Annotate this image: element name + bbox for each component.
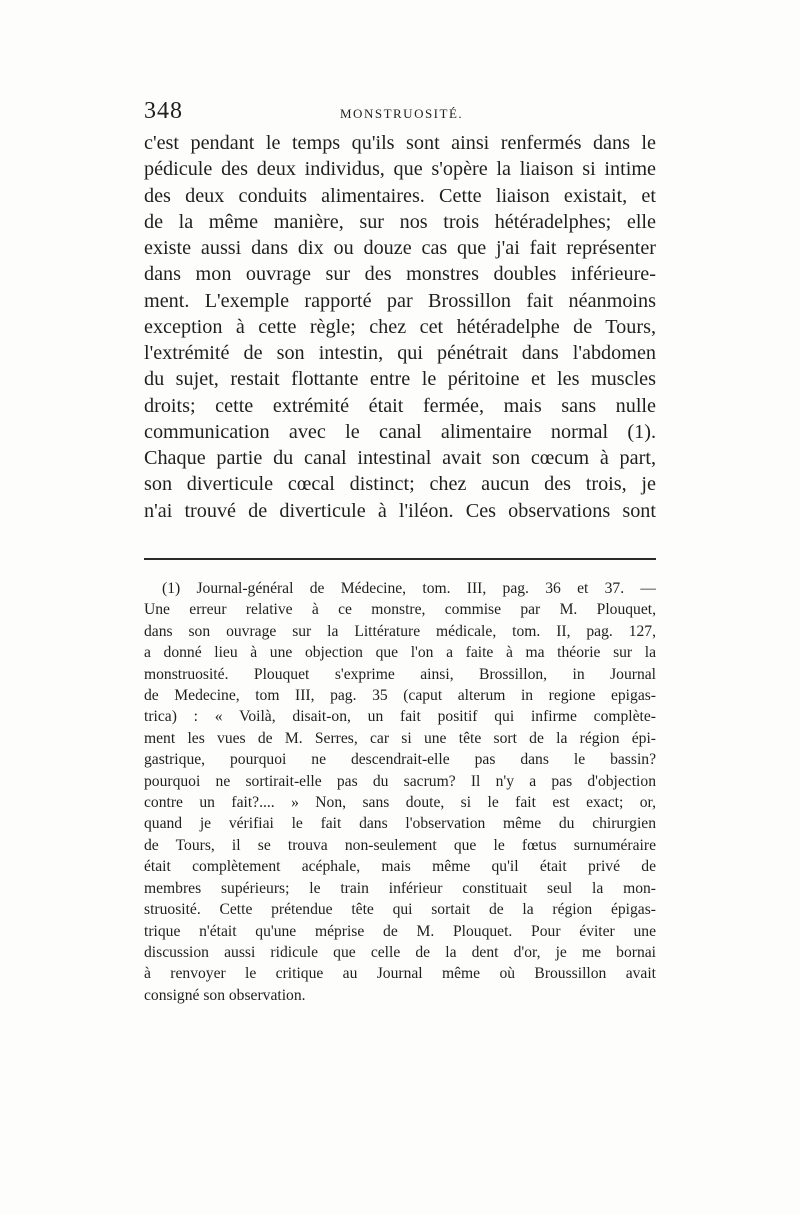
page-number: 348 <box>144 98 183 124</box>
body-line: ment. L'exemple rapporté par Brossillon fait néanmoins <box>144 289 656 312</box>
footnote-line: à renvoyer le critique au Journal même où Broussillon avait <box>144 965 656 983</box>
footnote-line: pourquoi ne sortirait-elle pas du sacrum? Il n'y a pas d'objection <box>144 772 656 790</box>
body-line: des deux conduits alimentaires. Cette liaison existait, et <box>144 184 656 207</box>
body-line: c'est pendant le temps qu'ils sont ainsi renfermés dans le <box>144 132 656 154</box>
footnote-line: monstruosité. Plouquet s'exprime ainsi, Brossillon, in Journal <box>144 665 656 683</box>
footnote-line: contre un fait?.... » Non, sans doute, si le fait est exact; or, <box>144 794 656 812</box>
body-line: exception à cette règle; chez cet hétéradelphe de Tours, <box>144 315 656 338</box>
page-header <box>144 98 664 128</box>
main-text <box>144 130 656 524</box>
footnote-separator <box>144 558 656 560</box>
body-line: de la même manière, sur nos trois hétéradelphes; elle <box>144 210 656 233</box>
footnote-line: discussion aussi ridicule que celle de la dent d'or, je me bornai <box>144 943 656 961</box>
footnote-line: consigné son observation. <box>144 986 306 1004</box>
footnote-line: trique n'était qu'une méprise de M. Plouquet. Pour éviter une <box>144 922 656 940</box>
footnote-line: Une erreur relative à ce monstre, commise par M. Plouquet, <box>144 601 656 619</box>
footnote-line: de Medecine, tom III, pag. 35 (caput alterum in regione epigas- <box>144 687 656 705</box>
body-line: n'ai trouvé de diverticule à l'iléon. Ces observations sont <box>144 499 656 522</box>
footnote-line: ment les vues de M. Serres, car si une tête sort de la région épi- <box>144 729 656 747</box>
footnote-line: trica) : « Voilà, disait-on, un fait positif qui infirme complète- <box>144 708 656 726</box>
body-line: du sujet, restait flottante entre le péritoine et les muscles <box>144 368 656 391</box>
body-line: communication avec le canal alimentaire normal (1). <box>144 420 656 443</box>
footnote-line: dans son ouvrage sur la Littérature médicale, tom. II, pag. 127, <box>144 622 656 640</box>
footnote-line: a donné lieu à une objection que l'on a faite à ma théorie sur la <box>144 644 656 662</box>
footnote-line: struosité. Cette prétendue tête qui sortait de la région épigas- <box>144 901 656 919</box>
body-line: pédicule des deux individus, que s'opère la liaison si intime <box>144 158 656 181</box>
footnote-line: (1) Journal-général de Médecine, tom. III, pag. 36 et 37. — <box>162 580 656 597</box>
footnotes <box>144 578 656 1006</box>
body-line: l'extrémité de son intestin, qui pénétrait dans l'abdomen <box>144 342 656 364</box>
running-head: MONSTRUOSITÉ. <box>340 106 464 121</box>
body-line: droits; cette extrémité était fermée, mais sans nulle <box>144 394 656 417</box>
body-line: son diverticule cœcal distinct; chez aucun des trois, je <box>144 473 656 496</box>
footnote-line: membres supérieurs; le train inférieur constituait seul la mon- <box>144 879 656 897</box>
footnote-line: était complètement acéphale, mais même qu'il était privé de <box>144 858 656 876</box>
footnote-line: quand je vérifiai le fait dans l'observation même du chirurgien <box>144 815 656 833</box>
body-line: Chaque partie du canal intestinal avait son cœcum à part, <box>144 447 656 469</box>
body-line: dans mon ouvrage sur des monstres doubles inférieure- <box>144 263 656 286</box>
footnote-line: gastrique, pourquoi ne descendrait-elle pas dans le bassin? <box>144 751 656 769</box>
body-line: existe aussi dans dix ou douze cas que j'ai fait représenter <box>144 237 656 259</box>
footnote-line: de Tours, il se trouva non-seulement que le fœtus surnuméraire <box>144 836 656 854</box>
